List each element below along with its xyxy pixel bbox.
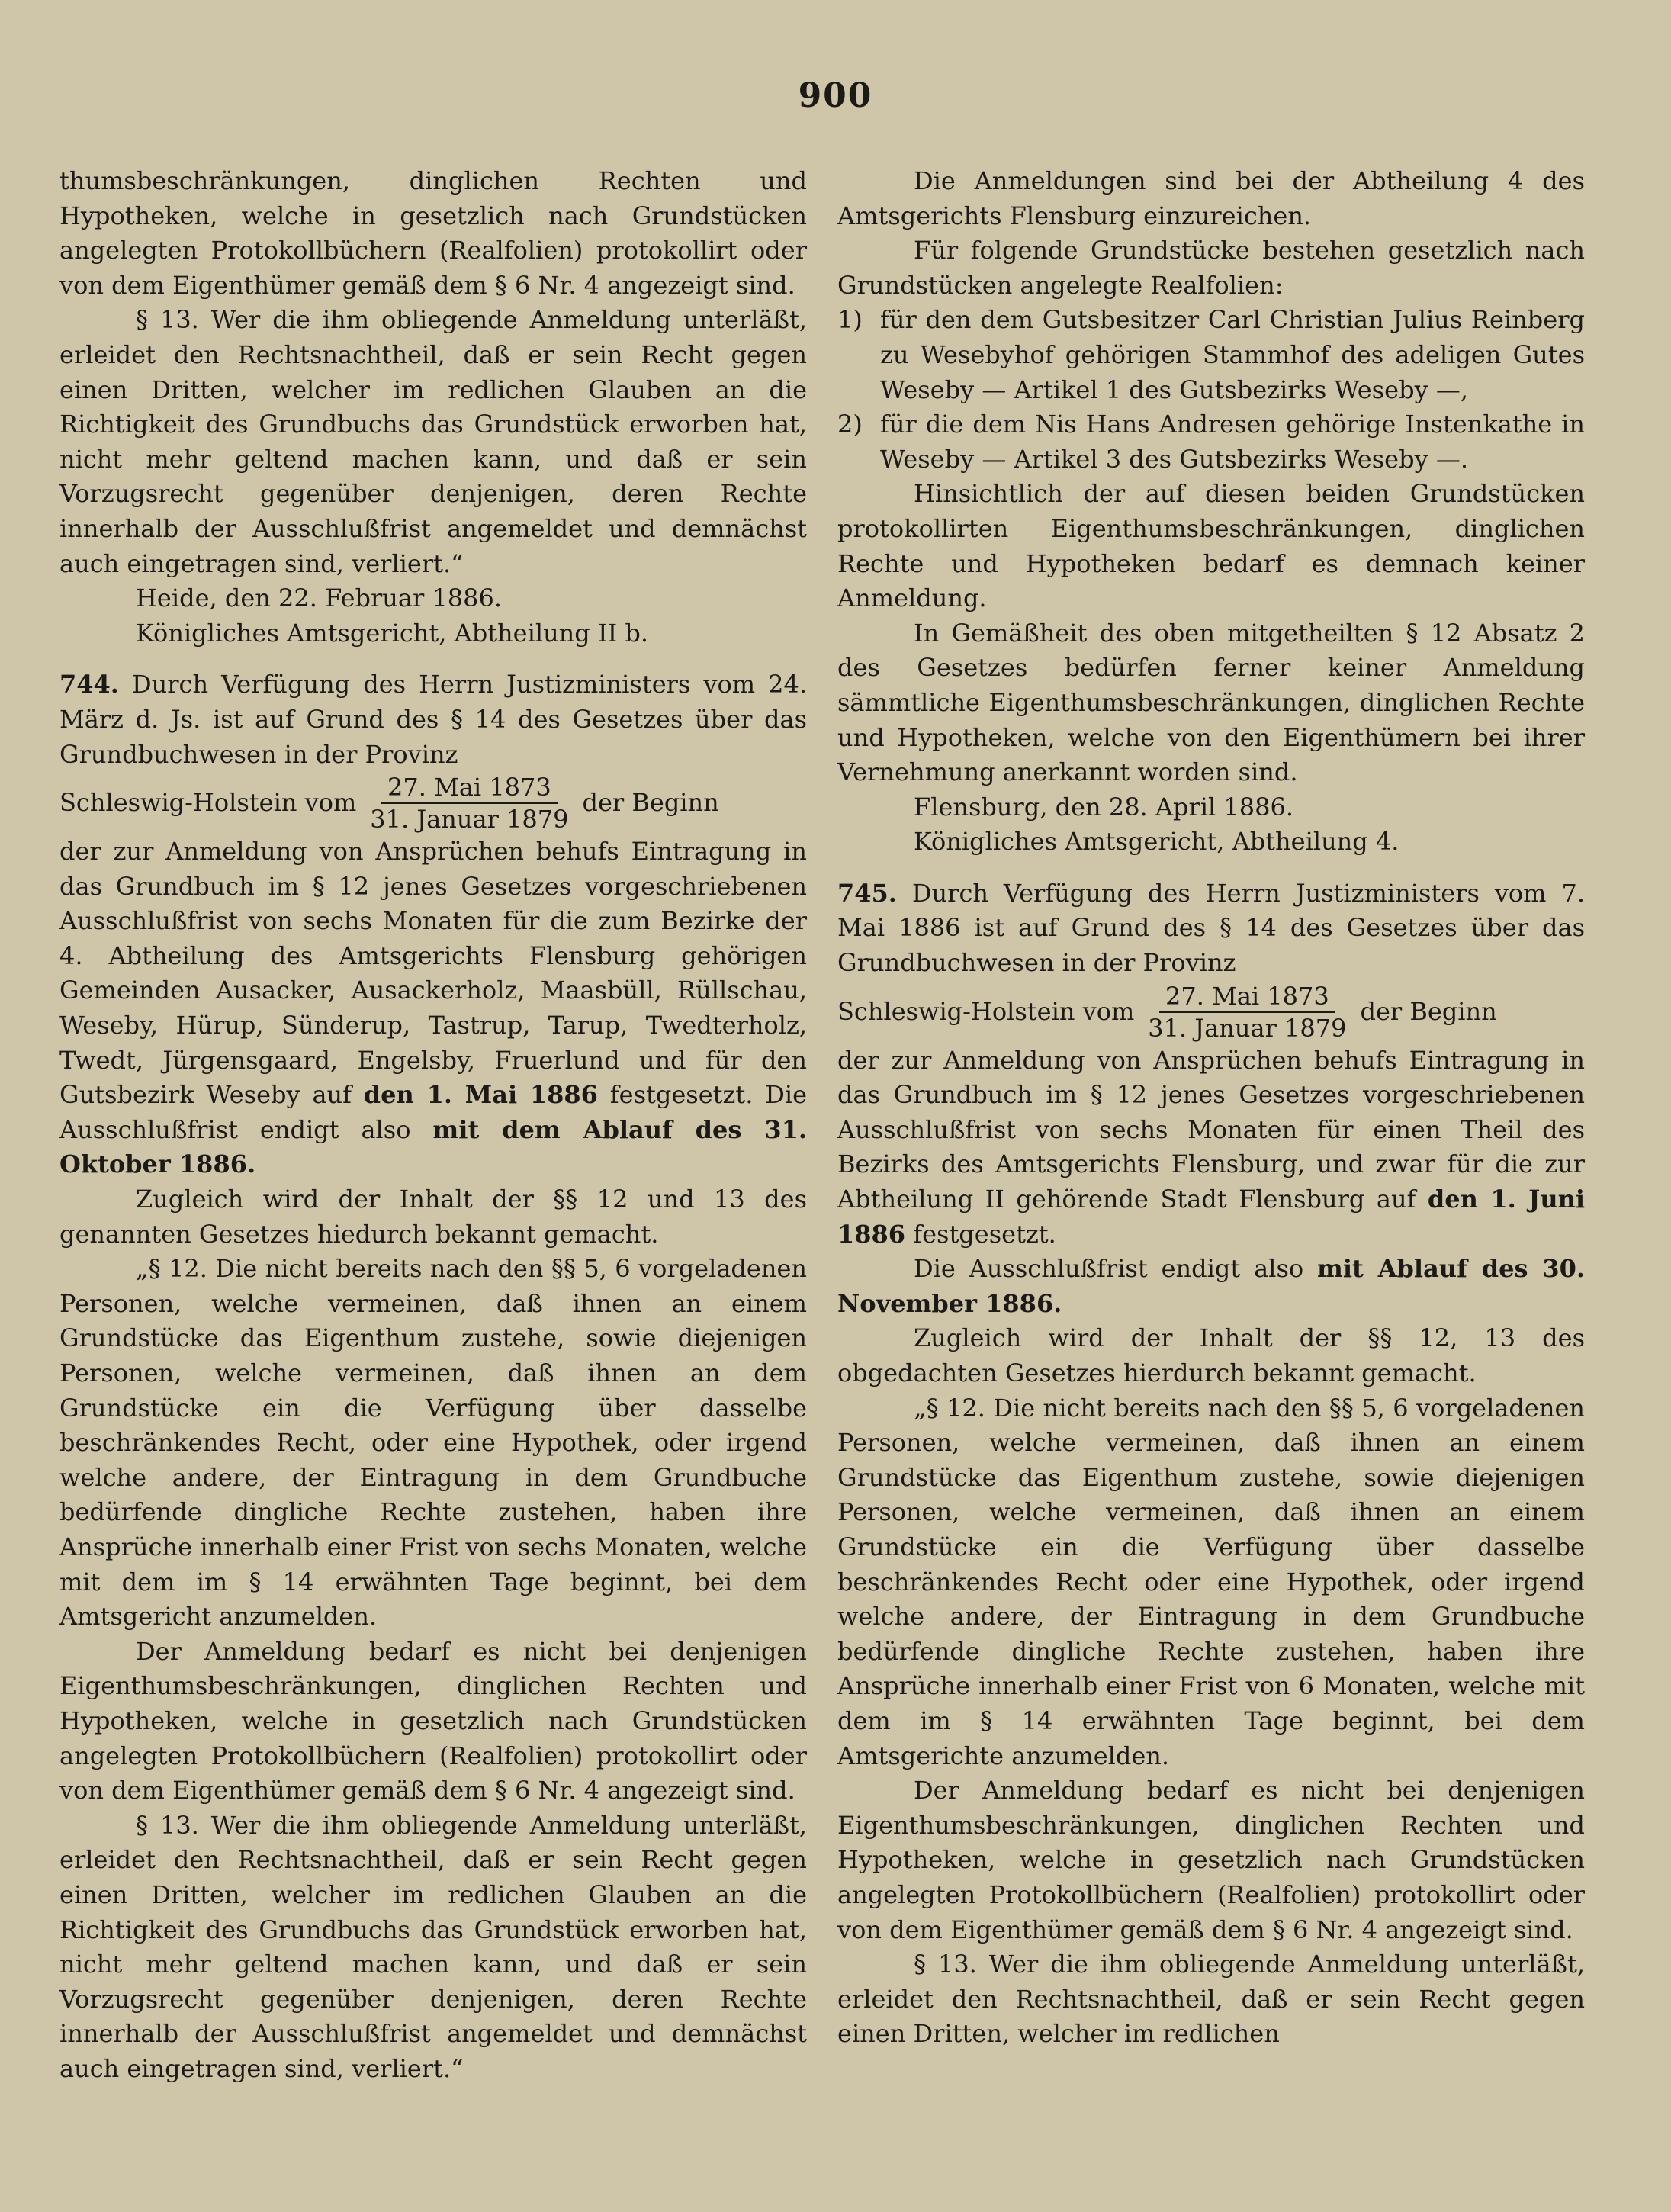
law-date-fraction — [364, 772, 574, 834]
section-number: 744. — [59, 670, 119, 699]
section-745-text-c: festgesetzt. — [913, 1219, 1056, 1249]
list-item — [837, 407, 1585, 477]
paragraph-realfolien-intro: Für folgende Grundstücke bestehen gesetzlich nach Grundstücken angelegte Realfolien: — [837, 236, 1585, 300]
end-date: mit Ablauf des 30. November 1886. — [837, 1254, 1585, 1318]
fraction-numerator: 27. Mai 1873 — [1159, 981, 1335, 1013]
paragraph-section-13: § 13. Wer die ihm obliegende Anmeldung unterläßt, erleidet den Rechtsnachtheil, daß er sein Recht gegen einen Dritten, welcher im redlichen Glauben an die Richtigkeit des Grundbuchs das Grundstück erworben hat, nicht mehr geltend machen kann, und daß er sein Vorzugsrecht gegenüber denjenigen, deren Rechte innerhalb der Ausschlußfrist angemeldet und demnächst auch eingetragen sind, verliert.“ — [59, 305, 807, 578]
paragraph-deadline — [837, 1252, 1585, 1321]
paragraph-exemption: Der Anmeldung bedarf es nicht bei denjenigen Eigenthumsbeschränkungen, dinglichen Rechten und Hypotheken, welche in gesetzlich nach Grundstücken angelegten Protokollbüchern (Realfolien) protokollirt oder von dem Eigenthümer gemäß dem § 6 Nr. 4 angezeigt sind. — [837, 1776, 1585, 1944]
place-date: Heide, den 22. Februar 1886. — [136, 584, 503, 613]
paragraph-section-13: § 13. Wer die ihm obliegende Anmeldung unterläßt, erleidet den Rechtsnachtheil, daß er sein Recht gegen einen Dritten, welcher im redlichen Glauben an die Richtigkeit des Grundbuchs das Grundstück erworben hat, nicht mehr geltend machen kann, und daß er sein Vorzugsrecht gegenüber denjenigen, deren Rechte innerhalb der Ausschlußfrist angemeldet und demnächst auch eingetragen sind, verliert.“ — [59, 1810, 807, 2083]
list-item-text: für die dem Nis Hans Andresen gehörige Instenkathe in Weseby — Artikel 3 des Gutsbezirks Weseby —. — [880, 410, 1585, 474]
paragraph-announcement: Zugleich wird der Inhalt der §§ 12, 13 des obgedachten Gesetzes hierdurch bekannt gemacht. — [837, 1323, 1585, 1387]
section-744-text-c: festgesetzt. Die Ausschlußfrist endigt also — [59, 1080, 808, 1144]
court-signature: Königliches Amtsgericht, Abtheilung II b. — [136, 618, 649, 648]
section-745-body — [837, 1043, 1585, 1252]
section-744-body — [59, 834, 807, 1182]
end-date: mit dem Ablauf des 31. Oktober 1886. — [59, 1114, 808, 1179]
section-745-intro — [837, 876, 1585, 981]
section-number: 745. — [837, 878, 897, 908]
law-date-fraction — [1142, 981, 1352, 1043]
court-signature: Königliches Amtsgericht, Abtheilung 4. — [914, 827, 1399, 857]
fraction-denominator: 31. Januar 1879 — [1148, 1013, 1347, 1043]
section-744-text-a: Durch Verfügung des Herrn Justizministers vom 24. März d. Js. ist auf Grund des § 14 des Gesetzes über das Grundbuchwesen in der Provinz — [59, 670, 808, 769]
right-column — [837, 164, 1585, 2052]
section-745 — [837, 876, 1585, 2052]
paragraph-further-exemption: In Gemäßheit des oben mitgetheilten § 12 Absatz 2 des Gesetzes bedürfen ferner keiner Anmeldung sämmtliche Eigenthumsbeschränkungen, dinglichen Rechte und Hypotheken, welche von den Eigenthümern bei ihrer Vernehmung anerkannt worden sind. — [837, 618, 1585, 787]
fraction-numerator: 27. Mai 1873 — [381, 772, 558, 804]
fraction-prefix: Schleswig-Holstein vom — [837, 996, 1135, 1026]
fraction-prefix: Schleswig-Holstein vom — [59, 788, 357, 818]
section-744-intro — [59, 667, 807, 772]
paragraph-announcement: Zugleich wird der Inhalt der §§ 12 und 13 des genannten Gesetzes hiedurch bekannt gemacht. — [59, 1185, 807, 1249]
left-column — [59, 164, 807, 2086]
list-item — [837, 303, 1585, 407]
list-item-text: für den dem Gutsbesitzer Carl Christian Julius Reinberg zu Wesebyhof gehörigen Stammhof des adeligen Gutes Weseby — Artikel 1 des Gutsbezirks Weseby —, — [880, 305, 1585, 404]
paragraph-submission: Die Anmeldungen sind bei der Abtheilung 4 des Amtsgerichts Flensburg einzureichen. — [837, 166, 1585, 230]
section-745-text-a: Durch Verfügung des Herrn Justizministers vom 7. Mai 1886 ist auf Grund des § 14 des Gesetzes über das Grundbuchwesen in der Provinz — [837, 878, 1586, 978]
fraction-denominator: 31. Januar 1879 — [370, 805, 569, 834]
section-744-text-b: der zur Anmeldung von Ansprüchen behufs Eintragung in das Grundbuch im § 12 jenes Gesetzes vorgeschriebenen Ausschlußfrist von sechs Monaten für die zum Bezirke der 4. Abtheilung des Amtsgerichts Flensburg gehörigen Gemeinden Ausacker, Ausackerholz, Maasbüll, Rüllschau, Weseby, Hürup, Sünderup, Tastrup, Tarup, Twedterholz, Twedt, Jürgensgaard, Engelsby, Fruerlund und für den Gutsbezirk Weseby auf — [59, 837, 807, 1110]
fraction-suffix: der Beginn — [1360, 996, 1497, 1026]
place-date: Flensburg, den 28. April 1886. — [914, 792, 1294, 821]
paragraph-section-13: § 13. Wer die ihm obliegende Anmeldung unterläßt, erleidet den Rechtsnachtheil, daß er sein Recht gegen einen Dritten, welcher im redlichen — [837, 1950, 1585, 2049]
section-745-text-b: der zur Anmeldung von Ansprüchen behufs Eintragung in das Grundbuch im § 12 jenes Gesetzes vorgeschriebenen Ausschlußfrist von sechs Monaten für einen Theil des Bezirks des Amtsgerichts Flensburg, und zwar für die zur Abtheilung II gehörende Stadt Flensburg auf — [837, 1045, 1585, 1214]
fraction-suffix: der Beginn — [582, 788, 719, 818]
list-item-label: 2) — [837, 410, 863, 439]
paragraph-section-12: „§ 12. Die nicht bereits nach den §§ 5, 6 vorgeladenen Personen, welche vermeinen, daß ihnen an einem Grundstücke das Eigenthum zustehe, sowie diejenigen Personen, welche vermeinen, daß ihnen an dem Grundstücke ein die Verfügung über dasselbe beschränkendes Recht, oder eine Hypothek, oder irgend welche andere, der Eintragung in dem Grundbuche bedürfende dingliche Rechte zustehen, haben ihre Ansprüche innerhalb einer Frist von sechs Monaten, welche mit dem im § 14 erwähnten Tage beginnt, bei dem Amtsgericht anzumelden. — [59, 1254, 807, 1632]
page-number: 900 — [798, 76, 873, 115]
paragraph-section-12: „§ 12. Die nicht bereits nach den §§ 5, 6 vorgeladenen Personen, welche vermeinen, daß ihnen an einem Grundstücke das Eigenthum zustehe, sowie diejenigen Personen, welche vermeinen, daß ihnen an einem Grundstücke ein die Verfügung über dasselbe beschränkendes Recht oder eine Hypothek, oder irgend welche andere, der Eintragung in dem Grundbuche bedürfende dingliche Rechte zustehen, haben ihre Ansprüche innerhalb einer Frist von 6 Monaten, welche mit dem im § 14 erwähnten Tage beginnt, bei dem Amtsgerichte anzumelden. — [837, 1393, 1585, 1770]
deadline-text: Die Ausschlußfrist endigt also — [914, 1254, 1304, 1284]
law-date-fraction-line — [837, 981, 1585, 1043]
section-744 — [59, 667, 807, 2086]
paragraph-no-registration: Hinsichtlich der auf diesen beiden Grundstücken protokollirten Eigenthumsbeschränkungen, dinglichen Rechte und Hypotheken bedarf es demnach keiner Anmeldung. — [837, 479, 1585, 613]
start-date: den 1. Juni 1886 — [837, 1185, 1586, 1249]
paragraph-exemption: Der Anmeldung bedarf es nicht bei denjenigen Eigenthumsbeschränkungen, dinglichen Rechten und Hypotheken, welche in gesetzlich nach Grundstücken angelegten Protokollbüchern (Realfolien) protokollirt oder von dem Eigenthümer gemäß dem § 6 Nr. 4 angezeigt sind. — [59, 1636, 807, 1805]
law-date-fraction-line — [59, 772, 807, 834]
list-item-label: 1) — [837, 305, 863, 335]
start-date: den 1. Mai 1886 — [363, 1080, 598, 1110]
paragraph-continuation: thumsbeschränkungen, dinglichen Rechten und Hypotheken, welche in gesetzlich nach Grundstücken angelegten Protokollbüchern (Realfolien) protokollirt oder von dem Eigenthümer gemäß dem § 6 Nr. 4 angezeigt sind. — [59, 166, 807, 300]
